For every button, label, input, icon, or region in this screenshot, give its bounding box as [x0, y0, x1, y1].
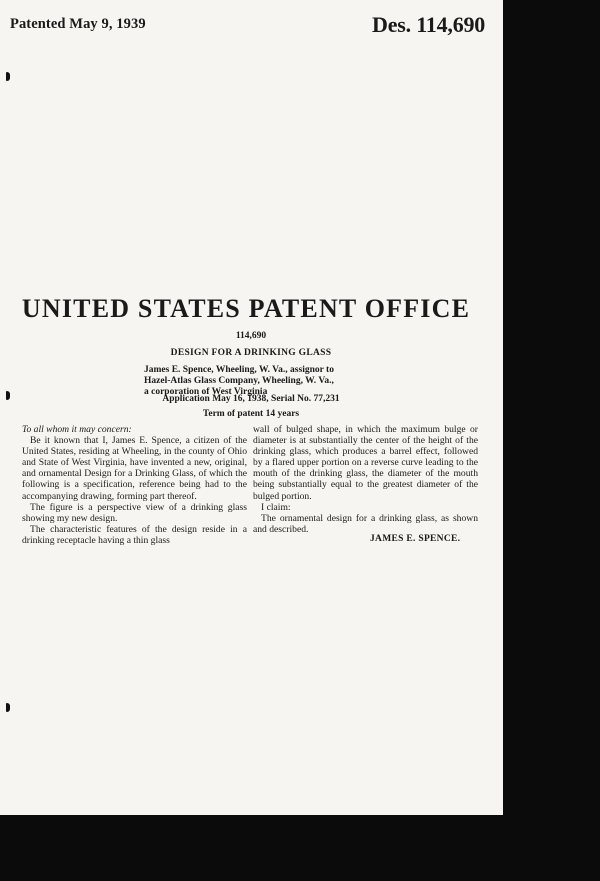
scan-border-bottom: [0, 815, 600, 881]
paragraph: wall of bulged shape, in which the maximum bulge or diameter is at substantially the center of the height of the drinking glass, which produces a barrel effect, followed by a flared upper portion on a reverse curve leading to the mouth of the drinking glass, the diameter of the mouth being substantially equal to the greatest diameter of the bulged portion.: [253, 424, 478, 502]
inventor-line: James E. Spence, Wheeling, W. Va., assignor to: [144, 365, 334, 375]
right-column: [253, 424, 478, 535]
design-title: DESIGN FOR A DRINKING GLASS: [170, 348, 332, 358]
term-line: Term of patent 14 years: [202, 409, 300, 419]
patent-number: 114,690: [235, 331, 267, 341]
claim-text: The ornamental design for a drinking glass, as shown and described.: [253, 512, 478, 535]
application-line: Application May 16, 1938, Serial No. 77,231: [162, 394, 340, 404]
margin-punch-mark: [6, 703, 10, 712]
paragraph: Be it known that I, James E. Spence, a citizen of the United States, residing at Wheeling, in the county of Ohio and State of West Virginia, have invented a new, original, and ornamental Design for a Drinking Glass, of which the following is a specification, reference being had to the accompanying drawing, forming part thereof.: [22, 435, 247, 502]
scan-border-right: [503, 0, 600, 881]
claim-intro: I claim:: [261, 501, 291, 513]
paragraph: The characteristic features of the design reside in a drinking receptacle having a thin glass: [22, 523, 247, 546]
patented-date: Patented May 9, 1939: [10, 16, 146, 32]
inventor-signature: JAMES E. SPENCE.: [370, 534, 461, 544]
design-number: Des. 114,690: [372, 12, 486, 37]
margin-punch-mark: [6, 72, 10, 81]
salutation: To all whom it may concern:: [22, 424, 132, 435]
inventor-line: a corporation of West Virginia: [144, 387, 268, 397]
paragraph: The figure is a perspective view of a drinking glass showing my new design.: [22, 501, 247, 524]
left-column: [22, 424, 247, 546]
office-title: UNITED STATES PATENT OFFICE: [21, 294, 471, 323]
inventor-line: Hazel-Atlas Glass Company, Wheeling, W. Va.,: [144, 376, 334, 386]
